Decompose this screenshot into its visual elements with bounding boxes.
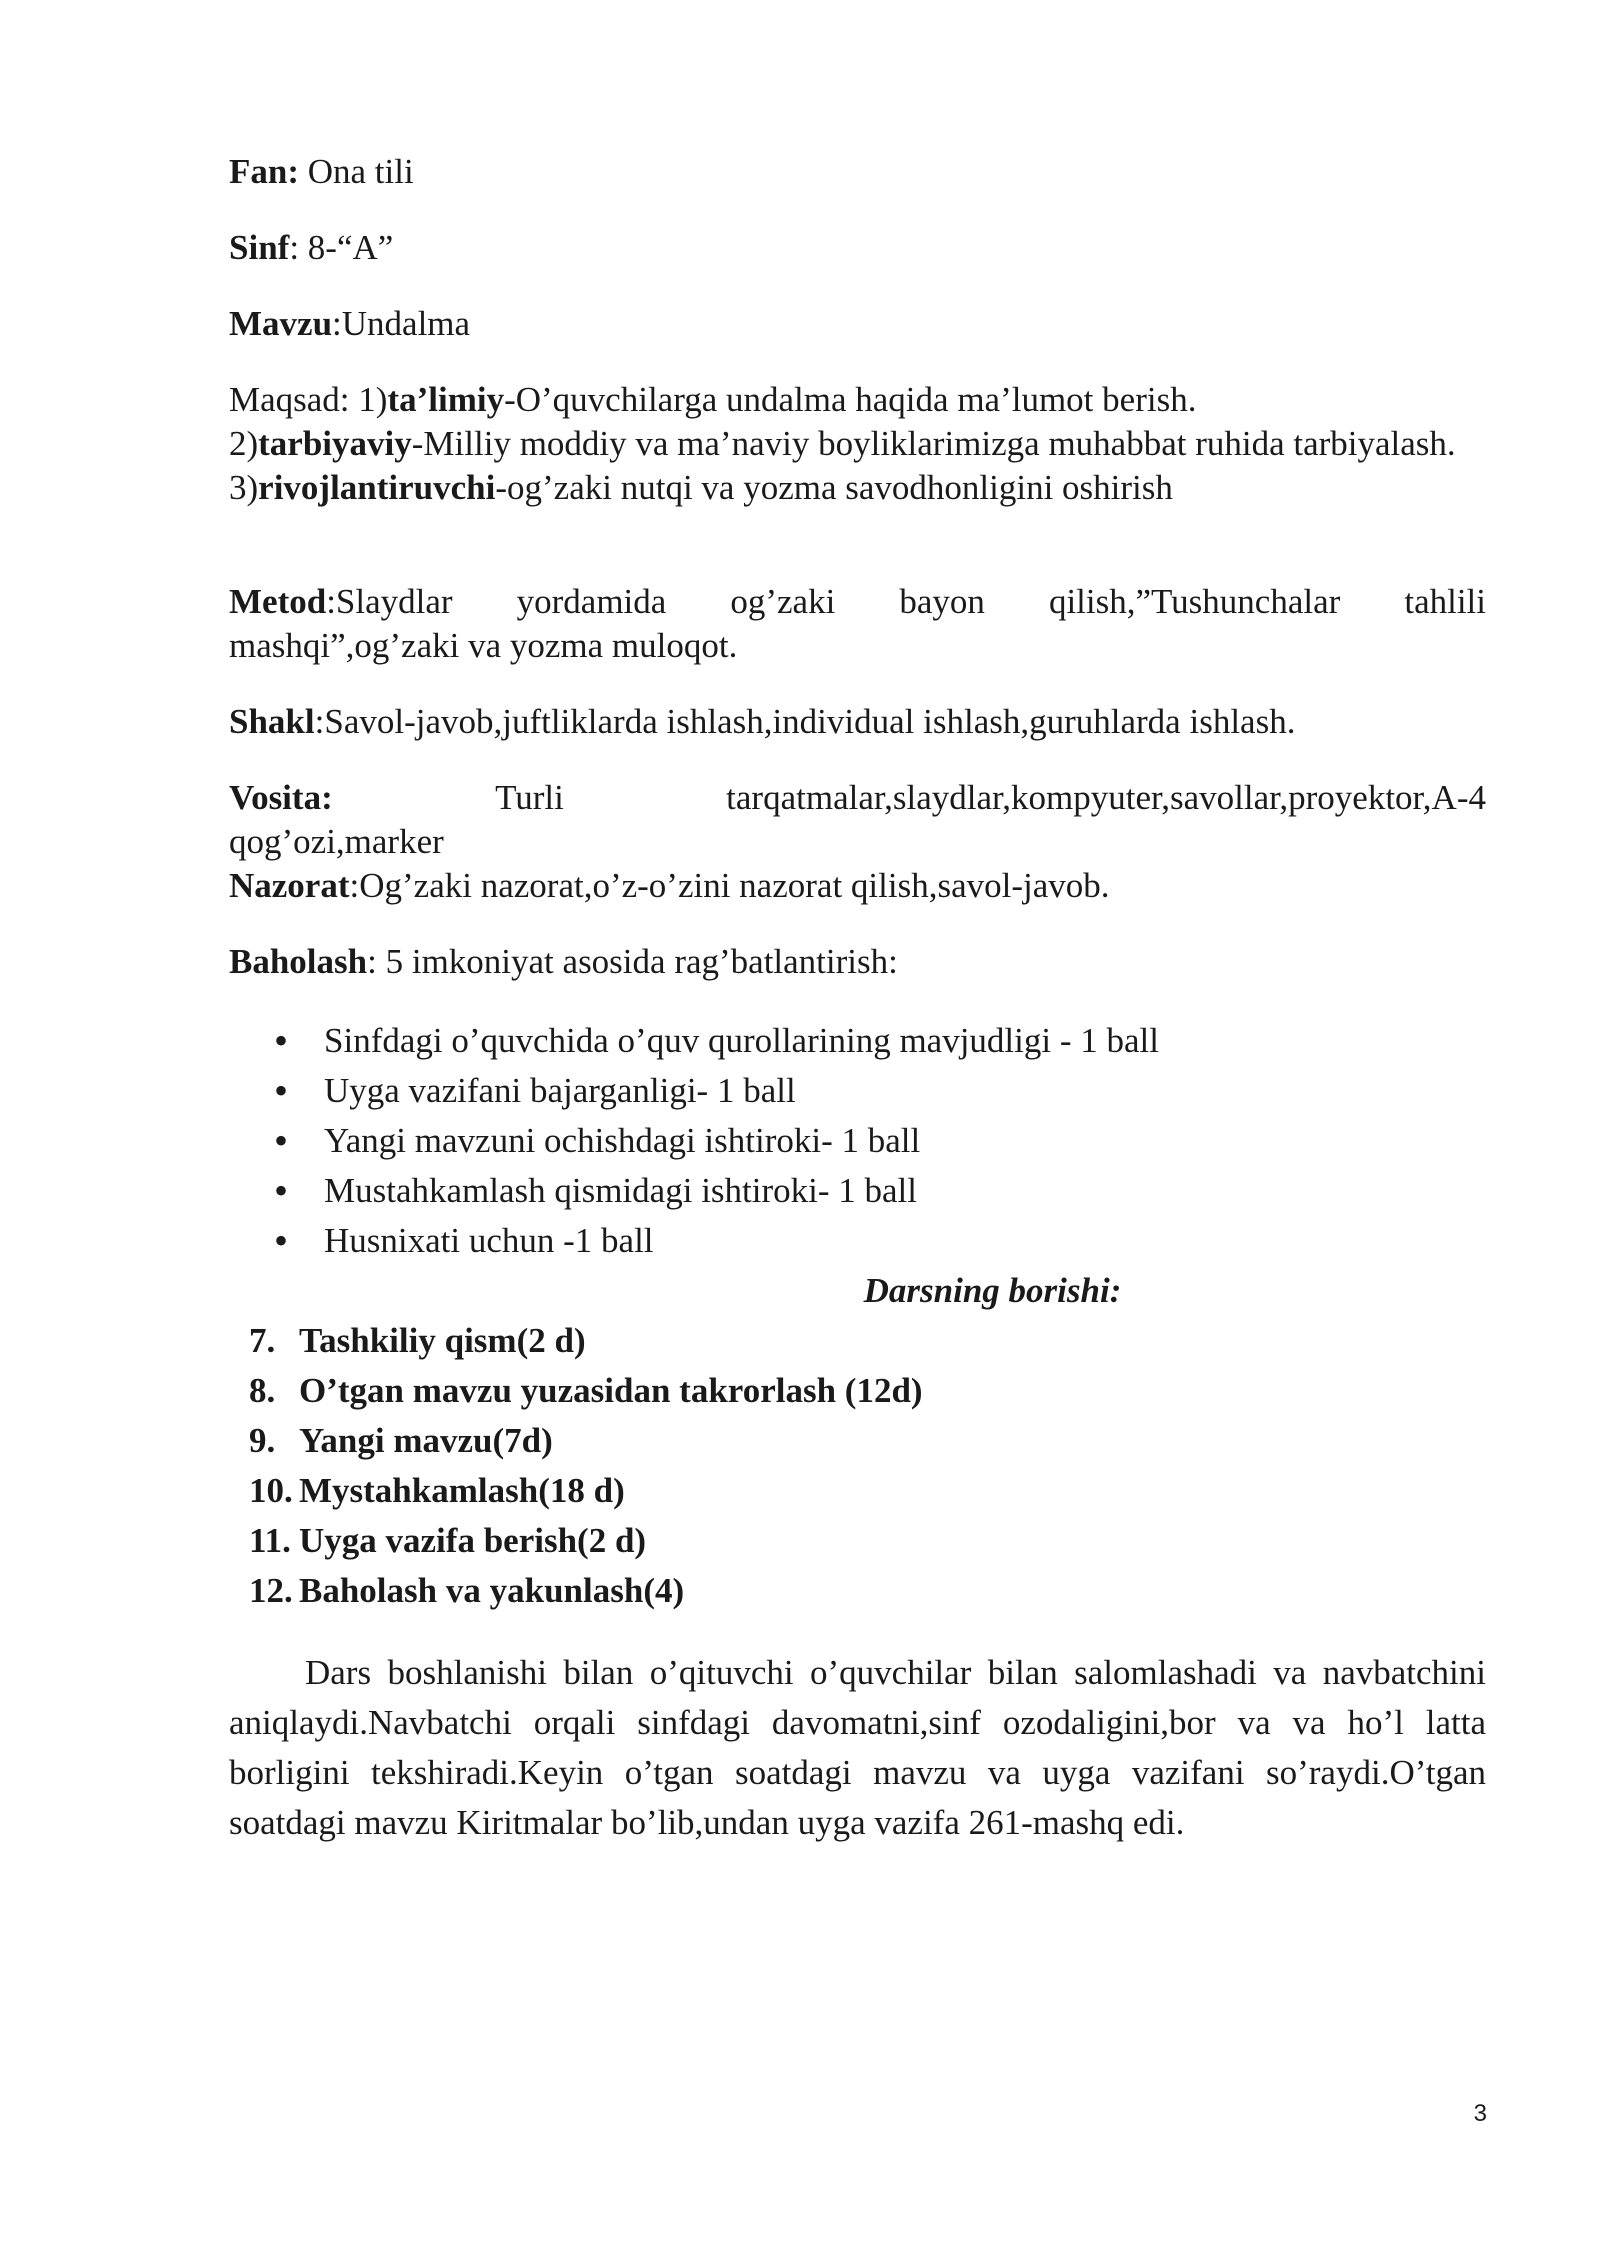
lesson-steps xyxy=(229,1316,1486,1616)
tools-word: Turli xyxy=(495,778,564,817)
list-item: • Sinfdagi o’quvchida o’quv qurollarining mavjudligi - 1 ball xyxy=(274,1016,1486,1066)
step-number: 8. xyxy=(249,1371,276,1410)
list-item xyxy=(249,1516,1486,1566)
criteria-list xyxy=(229,1016,1486,1266)
tools-line-1 xyxy=(229,776,1486,820)
class-value: : 8-“A” xyxy=(289,228,394,267)
goal-developing-text: -og’zaki nutqi va yozma savodhonligini oshirish xyxy=(495,468,1173,507)
list-item: • Husnixati uchun -1 ball xyxy=(274,1216,1486,1266)
goal-upbringing-text: -Milliy moddiy va ma’naviy boyliklarimizga muhabbat ruhida tarbiyalash. xyxy=(411,424,1456,463)
topic-line xyxy=(229,302,1486,346)
step-number: 10. xyxy=(249,1471,293,1510)
tools-block xyxy=(229,776,1486,908)
page-number: 3 xyxy=(1473,2100,1487,2127)
step-text: Uyga vazifa berish(2 d) xyxy=(299,1521,647,1560)
assessment-line xyxy=(229,940,1486,984)
list-item: • Yangi mavzuni ochishdagi ishtiroki- 1 ball xyxy=(274,1116,1486,1166)
tools-label: Vosita: xyxy=(229,778,333,817)
method-word: qilish,”Tushunchalar xyxy=(1048,582,1341,621)
step-text: Baholash va yakunlash(4) xyxy=(299,1571,685,1610)
method-line-2: mashqi”,og’zaki va yozma muloqot. xyxy=(229,626,738,665)
topic-label: Mavzu xyxy=(229,304,333,343)
assessment-value: : 5 imkoniyat asosida rag’batlantirish: xyxy=(367,942,898,981)
form-line xyxy=(229,700,1486,744)
step-number: 12. xyxy=(249,1571,293,1610)
method-block xyxy=(229,580,1486,668)
step-number: 9. xyxy=(249,1421,276,1460)
document-page xyxy=(229,150,1486,1848)
method-word: :Slaydlar xyxy=(326,582,453,621)
step-text: O’tgan mavzu yuzasidan takrorlash (12d) xyxy=(299,1371,923,1410)
goal-upbringing-label: tarbiyaviy xyxy=(258,424,412,463)
list-item: • Mustahkamlash qismidagi ishtiroki- 1 ball xyxy=(274,1166,1486,1216)
method-line-1 xyxy=(229,580,1486,624)
tools-line-2: qog’ozi,marker xyxy=(229,822,444,861)
method-word: tahlili xyxy=(1404,582,1486,621)
lesson-title: Darsning borishi: xyxy=(863,1271,1122,1310)
list-item xyxy=(249,1566,1486,1616)
goals-label: Maqsad: 1) xyxy=(229,380,388,419)
subject-line xyxy=(229,150,1486,194)
step-text: Mystahkamlash(18 d) xyxy=(299,1471,625,1510)
class-line xyxy=(229,226,1486,270)
subject-value: Ona tili xyxy=(299,152,414,191)
tools-word: tarqatmalar,slaydlar,kompyuter,savollar,proyektor,A-4 xyxy=(726,778,1486,817)
list-item xyxy=(249,1466,1486,1516)
lesson-paragraph: Dars boshlanishi bilan o’qituvchi o’quvchilar bilan salomlashadi va navbatchini aniqlaydi.Navbatchi orqali sinfdagi davomatni,sinf ozodaligini,bor va va ho’l latta borligini tekshiradi.Keyin o’tgan soatdagi mavzu va uyga vazifani so’raydi.O’tgan soatdagi mavzu Kiritmalar bo’lib,undan uyga vazifa 261-mashq edi. xyxy=(229,1653,1486,1842)
goal-upbringing xyxy=(229,422,1486,466)
goal-upbringing-num: 2) xyxy=(229,424,259,463)
list-item xyxy=(249,1416,1486,1466)
goal-developing-label: rivojlantiruvchi xyxy=(258,468,496,507)
step-text: Tashkiliy qism(2 d) xyxy=(299,1321,586,1360)
list-item xyxy=(249,1316,1486,1366)
goal-developing-num: 3) xyxy=(229,468,259,507)
topic-value: :Undalma xyxy=(332,304,471,343)
method-word: bayon xyxy=(899,582,985,621)
subject-label: Fan: xyxy=(229,152,299,191)
method-word: yordamida xyxy=(516,582,667,621)
control-label: Nazorat xyxy=(229,866,350,905)
list-item: • Uyga vazifani bajarganligi- 1 ball xyxy=(274,1066,1486,1116)
control-line xyxy=(229,864,1486,908)
assessment-label: Baholash xyxy=(229,942,368,981)
goal-educational-text: -O’quvchilarga undalma haqida ma’lumot berish. xyxy=(504,380,1197,419)
goal-developing xyxy=(229,466,1486,510)
step-text: Yangi mavzu(7d) xyxy=(299,1421,553,1460)
form-value: :Savol-javob,juftliklarda ishlash,individual ishlash,guruhlarda ishlash. xyxy=(314,702,1296,741)
step-number: 11. xyxy=(249,1521,291,1560)
goal-educational xyxy=(229,378,1486,422)
goals-block xyxy=(229,378,1486,510)
goal-educational-label: ta’limiy xyxy=(387,380,505,419)
control-value: :Og’zaki nazorat,o’z-o’zini nazorat qilish,savol-javob. xyxy=(349,866,1110,905)
form-label: Shakl xyxy=(229,702,315,741)
list-item xyxy=(249,1366,1486,1416)
step-number: 7. xyxy=(249,1321,276,1360)
class-label: Sinf xyxy=(229,228,290,267)
method-word: og’zaki xyxy=(730,582,836,621)
method-label: Metod xyxy=(229,582,327,621)
